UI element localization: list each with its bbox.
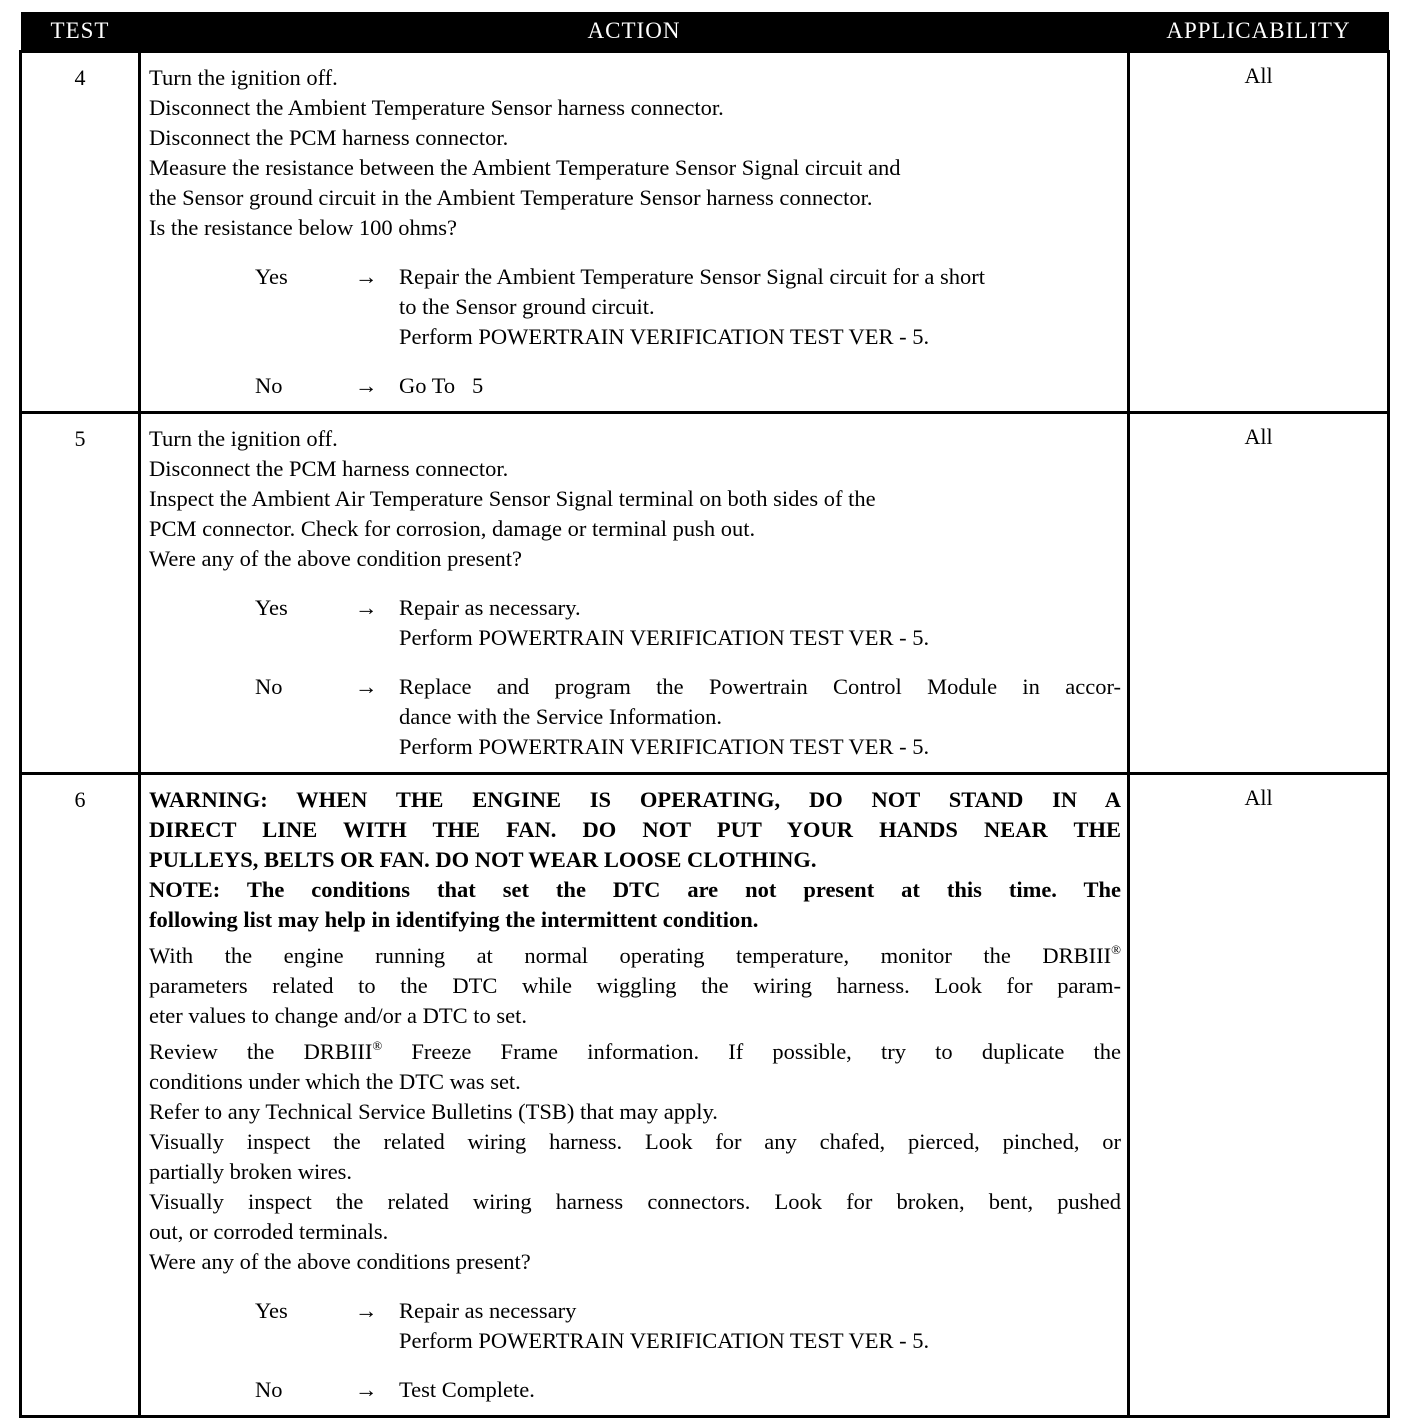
arrow-right-icon: → — [355, 595, 378, 620]
branch-text — [399, 1296, 1121, 1356]
action-line: eter values to change and/or a DTC to set. — [149, 1003, 527, 1028]
branch-text — [399, 371, 1121, 401]
arrow-right-icon: → — [355, 1377, 378, 1402]
action-line: Visually inspect the related wiring harness connectors. Look for broken, bent, pushed — [149, 1189, 1121, 1214]
arrow-right-icon: → — [355, 1298, 378, 1323]
header-test: TEST — [21, 12, 140, 52]
branch-text — [399, 593, 1121, 653]
yes-branch — [149, 262, 1121, 352]
action-line: Were any of the above condition present? — [149, 546, 523, 571]
action-line: Turn the ignition off. — [149, 426, 338, 451]
no-branch — [149, 672, 1121, 762]
table-row — [21, 413, 1389, 774]
action-line: PCM connector. Check for corrosion, damage or terminal push out. — [149, 516, 756, 541]
warning-line: PULLEYS, BELTS OR FAN. DO NOT WEAR LOOSE CLOTHING. — [149, 847, 817, 872]
action-line: out, or corroded terminals. — [149, 1219, 389, 1244]
branch-line: Perform POWERTRAIN VERIFICATION TEST VER - 5. — [399, 1328, 930, 1353]
branch-line: Repair as necessary — [399, 1298, 577, 1323]
action-cell — [140, 774, 1129, 1417]
yes-label: Yes — [255, 1298, 288, 1323]
table-row — [21, 774, 1389, 1417]
action-line: Were any of the above conditions present? — [149, 1249, 531, 1274]
branch-line: Perform POWERTRAIN VERIFICATION TEST VER - 5. — [399, 625, 930, 650]
table-header-row — [21, 12, 1389, 52]
table-row — [21, 52, 1389, 413]
test-number: 4 — [21, 52, 140, 413]
arrow-right-icon: → — [355, 373, 378, 398]
diagnostic-table — [19, 12, 1390, 1418]
branch-line: dance with the Service Information. — [399, 704, 723, 729]
note-line: following list may help in identifying the intermittent condition. — [149, 907, 759, 932]
action-line: Is the resistance below 100 ohms? — [149, 215, 458, 240]
warning-line: DIRECT LINE WITH THE FAN. DO NOT PUT YOUR HANDS NEAR THE — [149, 817, 1121, 842]
note-line: NOTE: The conditions that set the DTC are not present at this time. The — [149, 877, 1121, 902]
yes-label: Yes — [255, 595, 288, 620]
yes-branch — [149, 593, 1121, 653]
branch-line: Replace and program the Powertrain Control Module in accor- — [399, 674, 1121, 699]
branch-line: to the Sensor ground circuit. — [399, 294, 655, 319]
header-applicability: APPLICABILITY — [1129, 12, 1389, 52]
test-number: 5 — [21, 413, 140, 774]
action-line: partially broken wires. — [149, 1159, 353, 1184]
arrow-right-icon: → — [355, 674, 378, 699]
action-line: conditions under which the DTC was set. — [149, 1069, 521, 1094]
header-action: ACTION — [140, 12, 1129, 52]
yes-branch — [149, 1296, 1121, 1356]
no-label: No — [255, 373, 283, 398]
diagnostic-page — [19, 12, 1387, 1418]
branch-line: Perform POWERTRAIN VERIFICATION TEST VER - 5. — [399, 734, 930, 759]
branch-line: Repair as necessary. — [399, 595, 581, 620]
applicability-cell: All — [1129, 52, 1389, 413]
no-branch — [149, 1375, 1121, 1405]
warning-line: WARNING: WHEN THE ENGINE IS OPERATING, DO NOT STAND IN A — [149, 787, 1121, 812]
action-cell — [140, 52, 1129, 413]
branch-line: Test Complete. — [399, 1377, 535, 1402]
action-cell — [140, 413, 1129, 774]
action-line: the Sensor ground circuit in the Ambient Temperature Sensor harness connector. — [149, 185, 873, 210]
test-number: 6 — [21, 774, 140, 1417]
applicability-cell: All — [1129, 413, 1389, 774]
action-line: Review the DRBIII® Freeze Frame information. If possible, try to duplicate the — [149, 1038, 1122, 1064]
action-line: Disconnect the PCM harness connector. — [149, 456, 509, 481]
branch-text — [399, 672, 1121, 762]
applicability-cell: All — [1129, 774, 1389, 1417]
action-line: Inspect the Ambient Air Temperature Sensor Signal terminal on both sides of the — [149, 486, 876, 511]
no-label: No — [255, 1377, 283, 1402]
branch-text — [399, 262, 1121, 352]
action-line: Visually inspect the related wiring harness. Look for any chafed, pierced, pinched, or — [149, 1129, 1121, 1154]
no-label: No — [255, 674, 283, 699]
action-line: Measure the resistance between the Ambient Temperature Sensor Signal circuit and — [149, 155, 901, 180]
action-line: Refer to any Technical Service Bulletins (TSB) that may apply. — [149, 1099, 718, 1124]
no-branch — [149, 371, 1121, 401]
action-line: Disconnect the Ambient Temperature Sensor harness connector. — [149, 95, 724, 120]
branch-line: Go To 5 — [399, 373, 484, 398]
action-line: Turn the ignition off. — [149, 65, 338, 90]
branch-text — [399, 1375, 1121, 1405]
action-line: parameters related to the DTC while wiggling the wiring harness. Look for param- — [149, 973, 1121, 998]
branch-line: Repair the Ambient Temperature Sensor Signal circuit for a short — [399, 264, 985, 289]
action-line: Disconnect the PCM harness connector. — [149, 125, 509, 150]
action-line: With the engine running at normal operating temperature, monitor the DRBIII® — [149, 942, 1121, 968]
arrow-right-icon: → — [355, 264, 378, 289]
yes-label: Yes — [255, 264, 288, 289]
branch-line: Perform POWERTRAIN VERIFICATION TEST VER - 5. — [399, 324, 930, 349]
